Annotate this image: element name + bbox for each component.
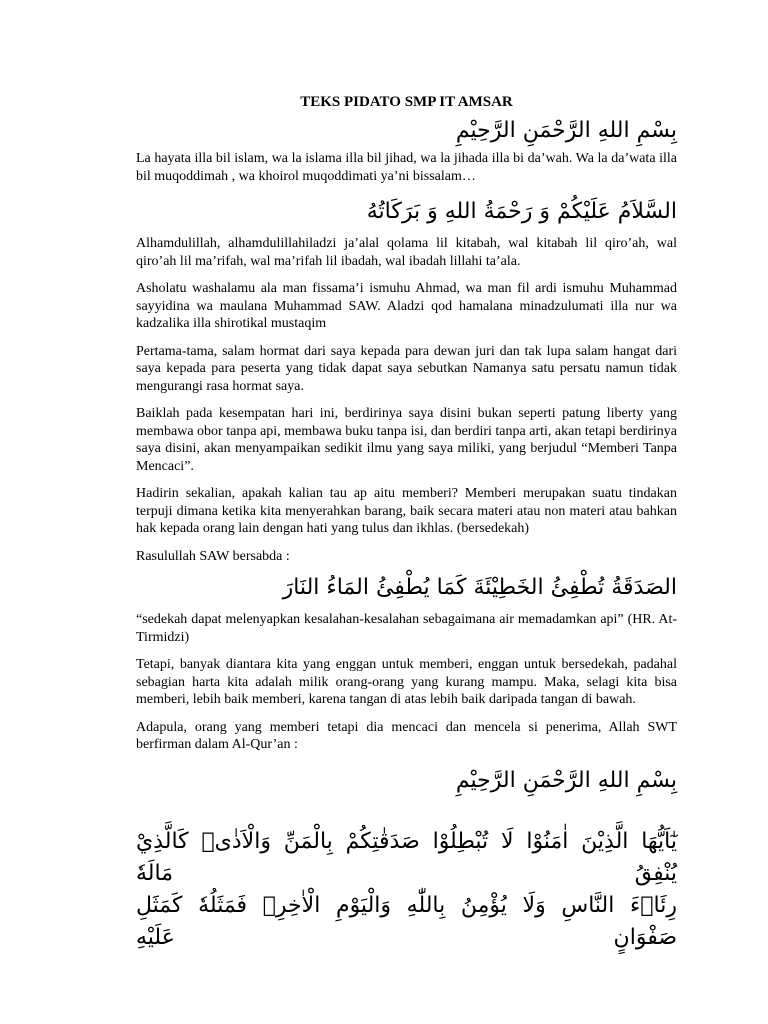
sholawat-paragraph: Asholatu washalamu ala man fissama’i ismuhu Ahmad, wa man fil ardi ismuhu Muhammad sayyidina wa maulana Muhammad SAW. Aladzi qod hamalana minadzulumati illa nur wa kadzalika illa shirotikal mustaqim (136, 281, 677, 331)
memberi-paragraph: Hadirin sekalian, apakah kalian tau ap aitu memberi? Memberi merupakan suatu tindakan terpuji dimana ketika kita menyerahkan barang, baik secara materi atau non materi atau bahkan hak kepada orang lain dengan hati yang tulus dan ikhlas. (bersedekah) (136, 486, 677, 536)
basmalah-heading: بِسْمِ اللهِ الرَّحْمَنِ الرَّحِيْمِ (455, 118, 677, 143)
salam-arabic: السَّلاَمُ عَلَيْكُمْ وَ رَحْمَةُ اللهِ وَ بَرَكَاتُهُ (366, 199, 677, 224)
tetapi-paragraph: Tetapi, banyak diantara kita yang enggan untuk memberi, enggan untuk bersedekah, padahal sebagian harta kita adalah milik orang-orang yang kurang mampu. Maka, selagi kita bisa memberi, lebih baik memberi, karena tangan di atas lebih baik daripada tangan di bawah. (136, 657, 677, 707)
quran-verse (136, 826, 677, 954)
hadith-arabic: الصَدَقَةُ تُطْفِئُ الخَطِيْئَةَ كَمَا يُطْفِئُ المَاءُ النَارَ (282, 575, 677, 600)
adapula-paragraph: Adapula, orang yang memberi tetapi dia mencaci dan mencela si penerima, Allah SWT berfirman dalam Al-Qur’an : (136, 719, 677, 752)
opening-paragraph: La hayata illa bil islam, wa la islama illa bil jihad, wa la jihada illa bi da’wah. Wa la da’wata illa bil muqoddimah , wa khoirol muqoddimati ya’ni bissalam… (136, 151, 677, 184)
hamdalah-paragraph: Alhamdulillah, alhamdulillahiladzi ja’alal qolama lil kitabah, wal kitabah lil qiro’ah, wal qiro’ah lil ma’rifah, wal ma’rifah lil ibadah, wal ibadah lillahi ta’ala. (136, 236, 677, 269)
hadith-meaning-paragraph: “sedekah dapat melenyapkan kesalahan-kesalahan sebagaimana air memadamkan api” (HR. At-Tirmidzi) (136, 612, 677, 645)
quran-verse-line-2: رِئَاۤءَ النَّاسِ وَلَا يُؤْمِنُ بِاللّٰهِ وَالْيَوْمِ الْاٰخِرِۗ فَمَثَلُهٗ كَمَثَلِ صَفْوَانٍ عَلَيْهِ (136, 892, 677, 950)
salam-hormat-paragraph: Pertama-tama, salam hormat dari saya kepada para dewan juri dan tak lupa salam hangat dari saya kepada para peserta yang tidak dapat saya sebutkan Namanya satu persatu namun tidak mengurangi rasa hormat saya. (136, 343, 677, 394)
basmalah-second: بِسْمِ اللهِ الرَّحْمَنِ الرَّحِيْمِ (455, 767, 677, 793)
kesempatan-paragraph: Baiklah pada kesempatan hari ini, berdirinya saya disini bukan seperti patung liberty yang membawa obor tanpa api, membawa buku tanpa isi, dan berdiri tanpa arti, akan tetapi berdirinya saya disini, akan menyampaikan sedikit ilmu yang saya miliki, yang berjudul “Memberi Tanpa Mencaci”. (136, 406, 677, 474)
quran-verse-line-1: يٰٓاَيُّهَا الَّذِيْنَ اٰمَنُوْا لَا تُبْطِلُوْا صَدَقٰتِكُمْ بِالْمَنِّ وَالْاَذٰىۙ كَالَّذِيْ يُنْفِقُ مَالَهٗ (136, 828, 677, 886)
document-title: TEKS PIDATO SMP IT AMSAR (300, 94, 513, 110)
rasul-paragraph: Rasulullah SAW bersabda : (136, 548, 290, 564)
document-page (136, 92, 677, 954)
